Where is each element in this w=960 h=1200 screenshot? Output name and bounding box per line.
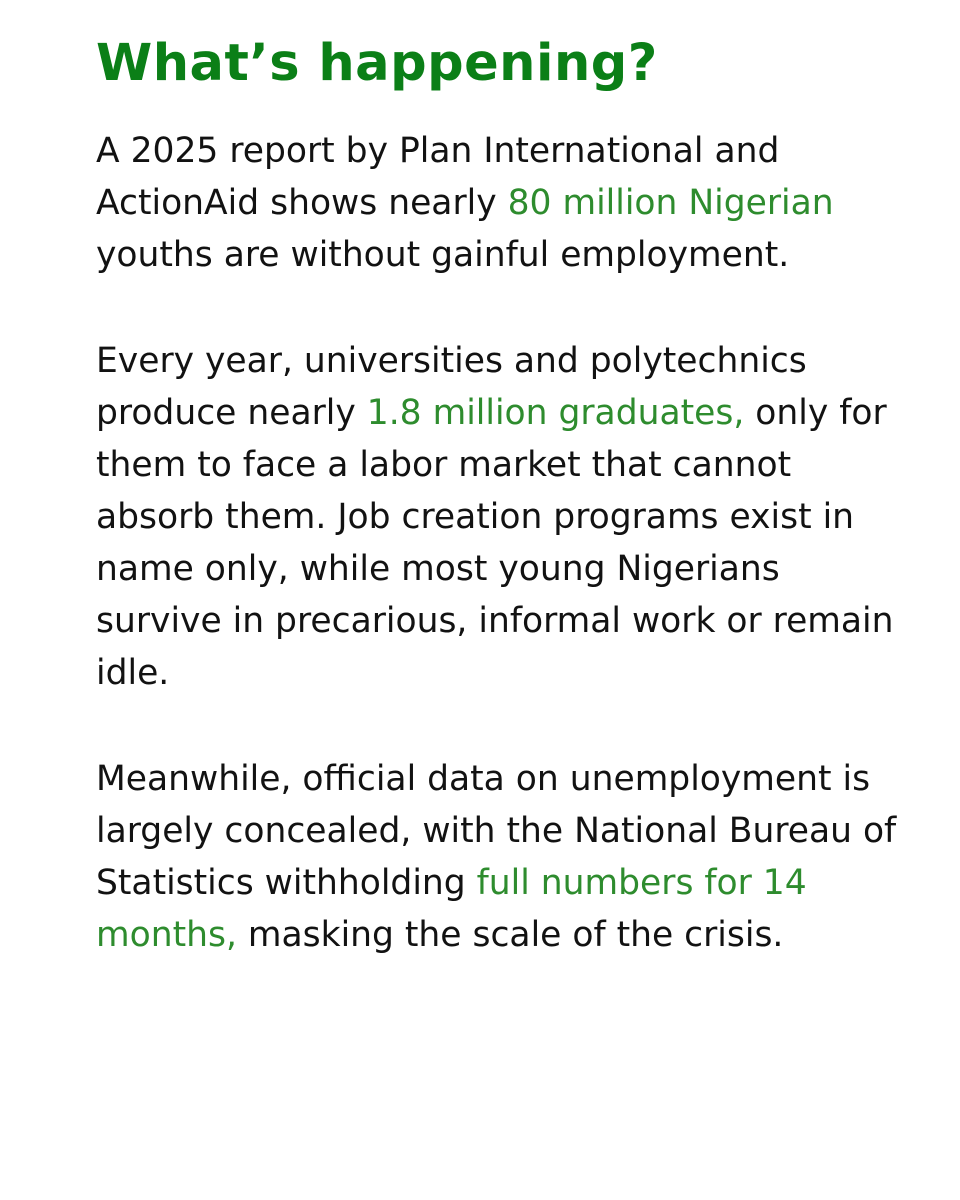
- paragraph-report: [96, 125, 916, 281]
- highlight-withheld-months: full numbers for 14 months,: [96, 863, 807, 955]
- highlight-graduates-count: 1.8 million graduates,: [366, 393, 745, 433]
- paragraph-text: A 2025 report by Plan International and ActionAid shows nearly: [96, 131, 780, 223]
- paragraph-text: Meanwhile, official data on unemployment is largely concealed, with the National Bureau of Statistics withholding: [96, 759, 897, 903]
- paragraph-text: masking the scale of the crisis.: [236, 915, 784, 955]
- page-title: What’s happening?: [96, 34, 658, 93]
- paragraph-text: only for them to face a labor market that cannot absorb them. Job creation programs exist in name only, while most young Nigerians survive in precarious, informal work or remain idle.: [96, 393, 894, 693]
- paragraph-text: youths are without gainful employment.: [96, 235, 790, 275]
- highlight-youth-count: 80 million Nigerian: [507, 183, 834, 223]
- paragraph-graduates: [96, 335, 916, 699]
- content-card: [96, 34, 916, 961]
- paragraph-official-data: [96, 753, 916, 961]
- paragraph-text: Every year, universities and polytechnics produce nearly: [96, 341, 807, 433]
